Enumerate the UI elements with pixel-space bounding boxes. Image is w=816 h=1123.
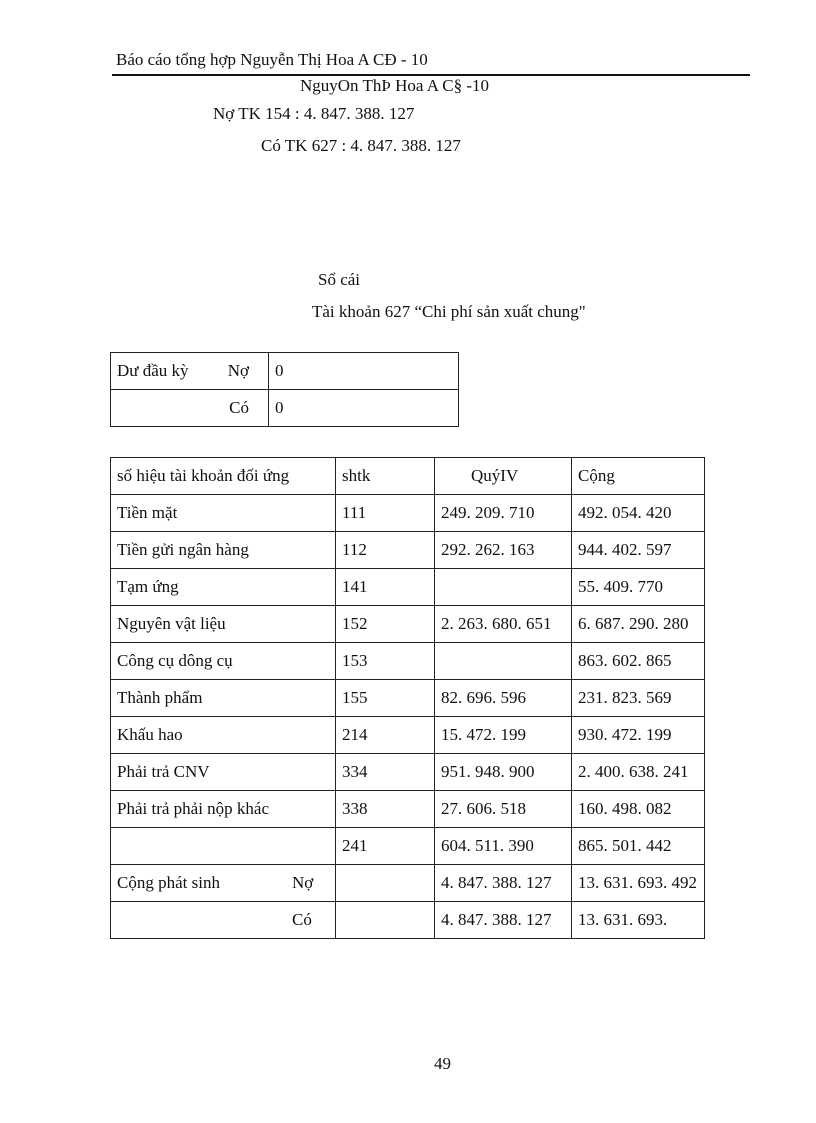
opening-balance-credit-row xyxy=(111,390,459,427)
account-name-cell: Khấu hao xyxy=(111,717,336,754)
total-cell: 6. 687. 290. 280 xyxy=(572,606,705,643)
account-name-cell: Công cụ dông cụ xyxy=(111,643,336,680)
total-credit-sum: 13. 631. 693. xyxy=(572,902,705,939)
quarter-cell: 604. 511. 390 xyxy=(435,828,572,865)
table-row xyxy=(111,754,705,791)
garbled-header-text: NguyOn ThÞ Hoa A C§ -10 xyxy=(300,76,490,95)
total-cell: 865. 501. 442 xyxy=(572,828,705,865)
ledger-table xyxy=(110,457,705,939)
quarter-cell xyxy=(435,643,572,680)
ledger-subtitle: Tài khoản 627 “Chi phí sản xuất chung" xyxy=(312,302,586,321)
opening-balance-debit-row xyxy=(111,353,459,390)
shtk-cell: 214 xyxy=(336,717,435,754)
table-row xyxy=(111,680,705,717)
account-name-cell: Phải trả CNV xyxy=(111,754,336,791)
account-name-cell: Thành phẩm xyxy=(111,680,336,717)
shtk-cell: 155 xyxy=(336,680,435,717)
account-name-cell: Tạm ứng xyxy=(111,569,336,606)
ledger-title: Sổ cái xyxy=(318,270,361,289)
account-name-cell xyxy=(111,828,336,865)
total-cell: 930. 472. 199 xyxy=(572,717,705,754)
opening-balance-label-cell xyxy=(111,353,269,390)
ledger-body xyxy=(111,495,705,865)
shtk-cell: 152 xyxy=(336,606,435,643)
page-number: 49 xyxy=(434,1054,451,1073)
total-cell: 863. 602. 865 xyxy=(572,643,705,680)
total-cell: 231. 823. 569 xyxy=(572,680,705,717)
shtk-cell: 338 xyxy=(336,791,435,828)
opening-debit-label: Nợ xyxy=(227,361,249,380)
account-name-cell: Phải trả phải nộp khác xyxy=(111,791,336,828)
total-debit-quarter: 4. 847. 388. 127 xyxy=(435,865,572,902)
account-name-cell: Nguyên vật liệu xyxy=(111,606,336,643)
header-total: Cộng xyxy=(572,458,705,495)
total-credit-shtk xyxy=(336,902,435,939)
total-debit-shtk xyxy=(336,865,435,902)
table-row xyxy=(111,569,705,606)
table-row xyxy=(111,643,705,680)
total-cell: 944. 402. 597 xyxy=(572,532,705,569)
total-label-cell xyxy=(111,865,336,902)
quarter-cell: 249. 209. 710 xyxy=(435,495,572,532)
ledger-header-row xyxy=(111,458,705,495)
header-account: số hiệu tài khoản đối ứng xyxy=(111,458,336,495)
total-debit-label: Nợ xyxy=(292,873,314,892)
shtk-cell: 241 xyxy=(336,828,435,865)
quarter-cell: 2. 263. 680. 651 xyxy=(435,606,572,643)
quarter-cell: 292. 262. 163 xyxy=(435,532,572,569)
journal-entry-debit: Nợ TK 154 : 4. 847. 388. 127 xyxy=(213,104,415,123)
opening-credit-label-cell xyxy=(111,390,269,427)
total-debit-row xyxy=(111,865,705,902)
table-row xyxy=(111,717,705,754)
total-cell: 2. 400. 638. 241 xyxy=(572,754,705,791)
total-credit-label: Có xyxy=(292,910,312,929)
shtk-cell: 111 xyxy=(336,495,435,532)
total-credit-quarter: 4. 847. 388. 127 xyxy=(435,902,572,939)
quarter-cell: 951. 948. 900 xyxy=(435,754,572,791)
total-debit-sum: 13. 631. 693. 492 xyxy=(572,865,705,902)
table-row xyxy=(111,791,705,828)
opening-balance-table xyxy=(110,352,459,427)
quarter-cell xyxy=(435,569,572,606)
total-cell: 160. 498. 082 xyxy=(572,791,705,828)
quarter-cell: 27. 606. 518 xyxy=(435,791,572,828)
account-name-cell: Tiền gửi ngân hàng xyxy=(111,532,336,569)
table-row xyxy=(111,495,705,532)
header-shtk: shtk xyxy=(336,458,435,495)
shtk-cell: 112 xyxy=(336,532,435,569)
quarter-cell: 15. 472. 199 xyxy=(435,717,572,754)
total-credit-label-cell xyxy=(111,902,336,939)
total-credit-row xyxy=(111,902,705,939)
header-title: Báo cáo tổng hợp Nguyễn Thị Hoa A CĐ - 10 xyxy=(116,50,428,69)
opening-credit-label: Có xyxy=(229,398,249,417)
total-cell: 492. 054. 420 xyxy=(572,495,705,532)
shtk-cell: 141 xyxy=(336,569,435,606)
account-name-cell: Tiền mặt xyxy=(111,495,336,532)
quarter-cell: 82. 696. 596 xyxy=(435,680,572,717)
total-label: Cộng phát sinh xyxy=(117,873,220,892)
header-quarter: QuýIV xyxy=(435,458,572,495)
journal-entry-credit: Có TK 627 : 4. 847. 388. 127 xyxy=(261,136,461,155)
table-row xyxy=(111,532,705,569)
shtk-cell: 334 xyxy=(336,754,435,791)
table-row xyxy=(111,828,705,865)
table-row xyxy=(111,606,705,643)
opening-balance-label: Dư đầu kỳ xyxy=(117,361,189,380)
total-cell: 55. 409. 770 xyxy=(572,569,705,606)
shtk-cell: 153 xyxy=(336,643,435,680)
opening-credit-value: 0 xyxy=(269,390,459,427)
opening-debit-value: 0 xyxy=(269,353,459,390)
